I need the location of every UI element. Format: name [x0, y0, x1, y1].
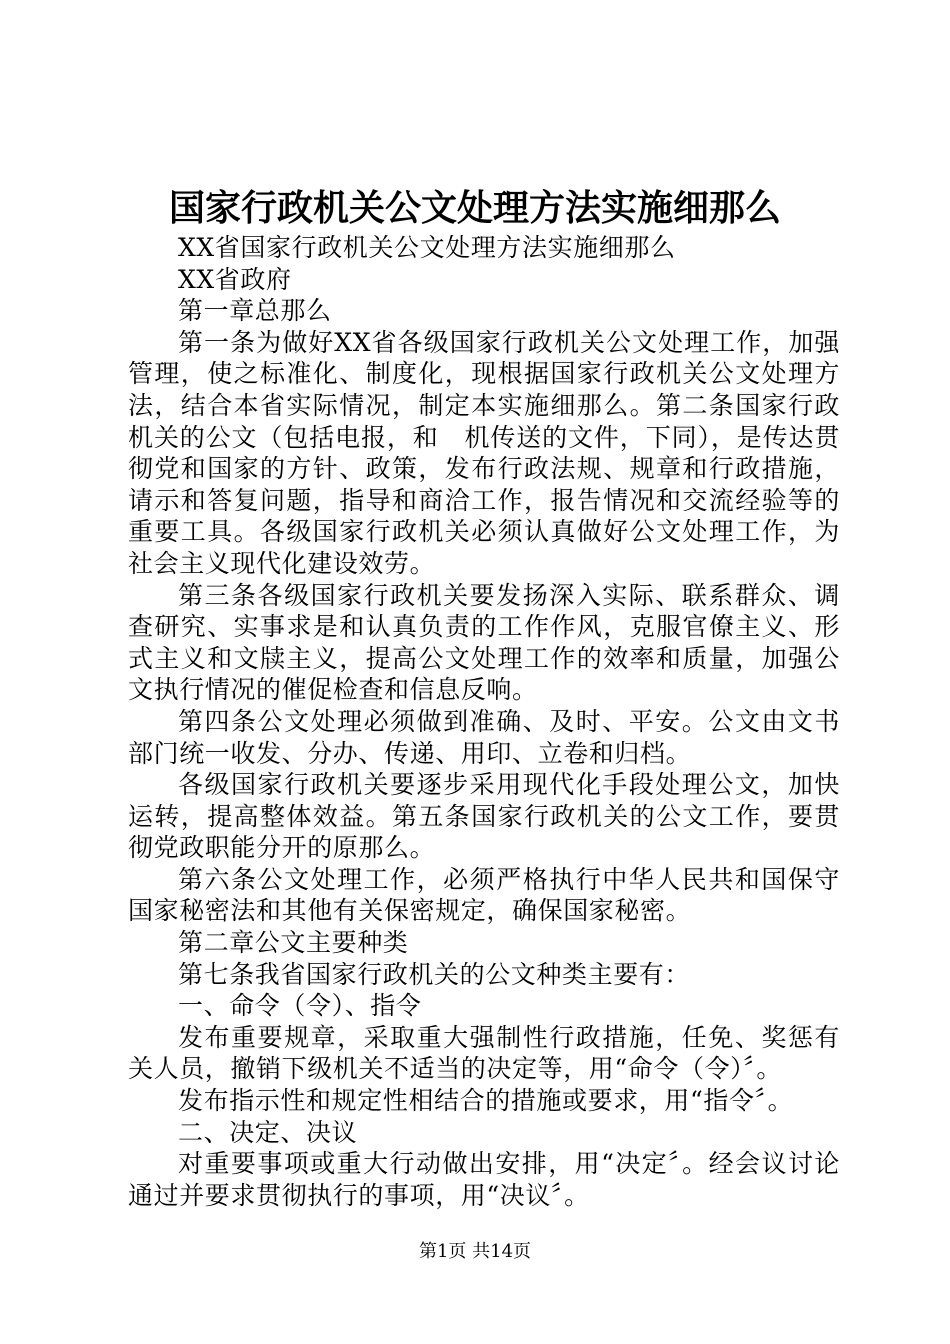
paragraph-article-six: 第六条公文处理工作，必须严格执行中华人民共和国保守国家秘密法和其他有关保密规定，确保国家秘密。 — [128, 864, 840, 926]
paragraph-issuer: XX省政府 — [178, 264, 292, 294]
paragraph-article-one-two: 第一条为做好XX省各级国家行政机关公文处理工作，加强管理，使之标准化、制度化，现根据国家行政机关公文处理方法，结合本省实际情况，制定本实施细那么。第二条国家行政机关的公文（包括电报，和 机传送的文件，下同），是传达贯彻党和国家的方针、政策，发布行政法规、规章和行政措施，请示和答复问题，指导和商洽工作，报告情况和交流经验等的重要工具。各级国家行政机关必须认真做好公文处理工作，为社会主义现代化建设效劳。 — [128, 327, 840, 578]
paragraph-article-five: 各级国家行政机关要逐步采用现代化手段处理公文，加快运转，提高整体效益。第五条国家行政机关的公文工作，要贯彻党政职能分开的原那么。 — [128, 770, 840, 863]
paragraph-article-seven: 第七条我省国家行政机关的公文种类主要有： — [178, 959, 691, 989]
paragraph-chapter-one: 第一章总那么 — [178, 296, 332, 326]
paragraph-article-four: 第四条公文处理必须做到准确、及时、平安。公文由文书部门统一收发、分办、传递、用印、立卷和归档。 — [128, 706, 840, 768]
paragraph-chapter-two: 第二章公文主要种类 — [178, 928, 409, 958]
page-number-footer: 第1页 共14页 — [418, 1241, 532, 1262]
paragraph-subtitle: XX省国家行政机关公文处理方法实施细那么 — [178, 233, 676, 262]
paragraph-item-two-heading: 二、决定、决议 — [178, 1117, 358, 1147]
paragraph-item-one-heading: 一、命令（令）、指令 — [178, 991, 422, 1021]
document-body — [128, 232, 840, 1211]
paragraph-item-one-directive: 发布指示性和规定性相结合的措施或要求，用“指令〞。 — [178, 1086, 794, 1116]
paragraph-article-three: 第三条各级国家行政机关要发扬深入实际、联系群众、调查研究、实事求是和认真负责的工作作风，克服官僚主义、形式主义和文牍主义，提高公文处理工作的效率和质量，加强公文执行情况的催促检查和信息反响。 — [128, 580, 840, 705]
paragraph-item-one-command: 发布重要规章，采取重大强制性行政措施，任免、奖惩有关人员，撤销下级机关不适当的决定等，用“命令（令）〞。 — [128, 1022, 840, 1084]
paragraph-item-two-decision: 对重要事项或重大行动做出安排，用“决定〞。经会议讨论通过并要求贯彻执行的事项，用“决议〞。 — [128, 1149, 840, 1210]
document-title: 国家行政机关公文处理方法实施细那么 — [168, 187, 781, 229]
